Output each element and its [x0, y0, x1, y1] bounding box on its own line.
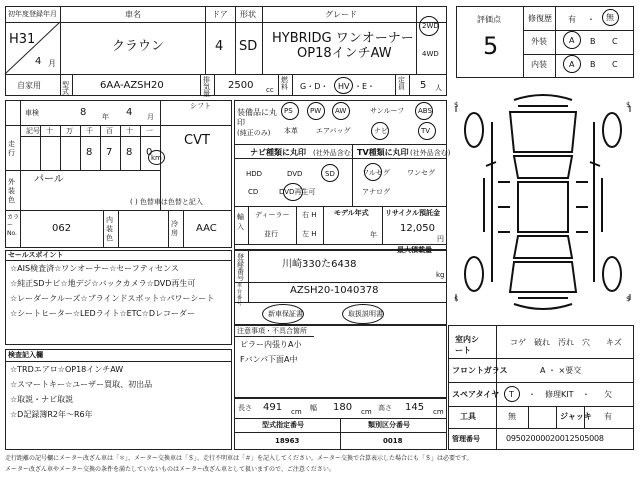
mileage-digit: 0	[146, 147, 153, 158]
exterior-c: C	[612, 37, 618, 46]
fuel-hv: HV	[338, 82, 350, 91]
exterior-a: A	[569, 36, 575, 45]
max-load-unit: kg	[436, 271, 445, 279]
sheet-item: 破れ	[534, 338, 550, 347]
manual: 取扱説明書	[348, 310, 383, 318]
mileage-label: 走行	[8, 140, 15, 157]
equip-item: 本革	[284, 127, 298, 135]
digit-divider	[40, 125, 41, 170]
inspection-month-unit: 月	[147, 113, 154, 121]
equip-item: ナビ	[374, 127, 388, 135]
score-label: 評価点	[477, 15, 501, 24]
type-no: 18963	[275, 437, 300, 445]
width-unit: cm	[361, 408, 372, 416]
digit-divider	[60, 125, 61, 170]
drive-2wd: 2WD	[422, 22, 439, 30]
footer-line-2: メーター改ざん車やメーター交換の条件を満たしていないものはメーター改ざん車として扱いますので、ご注意ください。	[5, 466, 335, 473]
inspection-year: 8	[80, 107, 87, 118]
inspector-line-2: ☆スマートキー☆ユーザー買取、初出品	[10, 380, 153, 389]
sheet-item: キズ	[606, 338, 622, 347]
manage-value: 09502000020012505008	[506, 434, 604, 443]
spare-option: T	[509, 390, 514, 399]
dollar-mark-rl: $	[454, 295, 459, 303]
equip-item: AW	[335, 107, 347, 115]
navi-label: ナビ種類に丸印	[250, 148, 306, 157]
car-outline	[452, 82, 634, 322]
door-label: ドア	[212, 10, 228, 19]
digit-label: 千	[86, 127, 93, 135]
displacement-unit: cc	[266, 86, 274, 94]
width-label: 幅	[310, 404, 317, 412]
spare-t-circle	[504, 386, 520, 402]
navi-sub: (社外品含む)	[313, 149, 354, 157]
equip-item: サンルーフ	[370, 107, 405, 115]
mileage-unit: km	[151, 154, 162, 162]
car-name-label: 車名	[125, 10, 141, 19]
ac-value: AAC	[196, 223, 217, 234]
equip-item: PW	[310, 107, 322, 115]
reg-month-unit: 月	[48, 59, 56, 68]
digit-label: 万	[66, 127, 73, 135]
interior-sheet-label: 室内シート	[455, 335, 479, 355]
sheet-item: コゲ	[510, 338, 526, 347]
mileage-digit: 7	[106, 147, 113, 158]
car-name-value: クラウン	[112, 39, 165, 54]
length-unit: cm	[291, 408, 302, 416]
equip-item: エアバッグ	[316, 127, 351, 135]
repair-label: 修復歴	[528, 14, 552, 23]
equip-item: TV	[421, 127, 431, 135]
tv-fullseg: フルセグ	[362, 169, 390, 177]
height-unit: cm	[433, 408, 444, 416]
color-no-label: カラーNo.	[7, 214, 20, 237]
repair-no: 無	[606, 13, 614, 22]
footer-line-1: 走行距離の記号欄にメーター改ざん車は「＊」、メーター交換車は「＄」、走行不明車は「＃」を記入してください。メーター交換で合算表示した場合にも「＄」は必要です。	[5, 455, 473, 462]
grade-line2: OP18インチAW	[297, 46, 392, 61]
model-value: 6AA-AZSH20	[100, 80, 164, 91]
inspection-month: 4	[126, 107, 133, 118]
digit-label: 十	[46, 127, 53, 135]
shift-value: CVT	[184, 133, 210, 148]
remarks-label: 注意事項・不具合箇所	[237, 327, 307, 335]
digit-divider	[140, 125, 141, 170]
sheet-item: 汚れ	[558, 338, 574, 347]
interior-color-label: 内装色	[106, 216, 113, 242]
recycle-unit: 円	[437, 235, 444, 243]
shape-label: 形状	[240, 10, 256, 19]
color-note: ( ) 色替車は色替と記入	[130, 198, 203, 206]
front-glass-options: A ・ ×要交	[540, 366, 582, 375]
plate-value: 川崎330た6438	[282, 259, 357, 270]
equip-item: ABS	[418, 107, 432, 115]
recycle-value: 12,050	[400, 223, 435, 234]
model-year-label: モデル年式	[334, 209, 369, 217]
manage-label: 管理番号	[452, 435, 480, 443]
length-label: 長さ	[238, 404, 252, 412]
interior-label: 内装	[531, 60, 547, 69]
displacement-label: 排気量	[203, 76, 210, 98]
drive-4wd: 4WD	[422, 50, 439, 58]
tv-label: TV種類に丸印	[357, 148, 409, 157]
mileage-digit: 8	[86, 147, 93, 158]
reg-year-value: H31	[9, 32, 36, 47]
inspection-year-unit: 年	[102, 113, 109, 121]
front-glass-label: フロントガラス	[452, 366, 508, 375]
reg-year-label: 初年度登録年月	[8, 10, 57, 18]
remarks-line-1: ピラー内張りA小	[240, 340, 302, 349]
import-dealer: ディーラー	[255, 211, 290, 219]
fuel-label: 燃料	[281, 76, 288, 91]
shift-label: シフト	[190, 102, 211, 110]
dollar-mark-rr: $	[626, 295, 631, 303]
navi-dvd: DVD	[287, 170, 303, 178]
digit-label: 一	[146, 127, 153, 135]
spare-label: スペアタイヤ	[452, 390, 500, 399]
reg-month-value: 4	[35, 56, 42, 67]
dollar-mark-fl: $	[454, 101, 459, 109]
warranty: 新車保証書	[268, 310, 303, 318]
interior-a: A	[569, 60, 575, 69]
capacity-value: 5	[420, 80, 427, 91]
tv-oneseg: ワンセグ	[407, 169, 435, 177]
digit-label: 十	[126, 127, 133, 135]
inspection-label: 車検	[25, 109, 39, 117]
selling-line-2: ☆純正SDナビ☆地デジ☆バックカメラ☆DVD再生可	[10, 279, 196, 288]
grade-line1: HYBRIDG ワンオーナー	[272, 31, 414, 46]
chassis-value: AZSH20-1040378	[290, 285, 379, 296]
color-value: パール	[34, 174, 64, 185]
digit-label: 百	[106, 127, 113, 135]
dollar-mark-fr: $	[626, 101, 631, 109]
handle-right: 右 H	[302, 211, 317, 219]
spare-option: 欠	[604, 390, 612, 399]
selling-line-1: ☆AIS検査済☆ワンオーナー☆セーフティセンス	[10, 264, 179, 273]
digit-label: 記号	[26, 127, 40, 135]
fuel-rest: ・E・	[354, 82, 376, 91]
type-no-label: 型式指定番号	[262, 421, 304, 429]
digit-divider	[100, 125, 101, 170]
repair-yes: 有	[568, 15, 576, 24]
fuel-options: G・D・	[300, 82, 329, 91]
height-value: 145	[405, 402, 425, 413]
inspector-line-1: ☆TRDエアロ☆OP18インチAW	[10, 365, 124, 374]
import-label: 輸入	[237, 213, 244, 231]
tv-sub: (社外品含む)	[410, 149, 451, 157]
capacity-unit: 人	[435, 84, 442, 92]
remarks-line-2: Fバンパ下面A中	[240, 355, 298, 364]
usage-value: 自家用	[17, 81, 41, 90]
max-load-label: 最大積載量	[397, 246, 432, 254]
capacity-label: 定員	[398, 76, 405, 91]
sheet-item: 穴	[582, 338, 590, 347]
digit-divider	[120, 125, 121, 170]
inspector-label: 検査記入欄	[8, 351, 43, 359]
grade-label: グレード	[325, 10, 357, 19]
plate-label: 登録番号	[237, 253, 244, 282]
selling-line-4: ☆シートヒーター☆LEDライト☆ETC☆Dレコーダー	[10, 309, 196, 318]
navi-sd: SD	[325, 170, 335, 178]
spare-option: ・	[582, 390, 590, 399]
jack-value: 有	[604, 412, 612, 421]
damage-diagram	[452, 82, 634, 322]
doors-value: 4	[215, 39, 224, 54]
interior-b: B	[590, 60, 596, 69]
equipment-label: 装備品に丸印	[237, 108, 277, 127]
jack-label: ジャッキ	[560, 412, 592, 421]
tools-label: 工具	[460, 412, 476, 421]
selling-points-label: セールスポイント	[8, 251, 64, 259]
repair-dot: ・	[587, 15, 595, 24]
mileage-digit: 8	[126, 147, 133, 158]
displacement-value: 2500	[228, 80, 254, 91]
shape-value: SD	[239, 39, 258, 54]
exterior-b: B	[590, 37, 596, 46]
model-label: 型式	[62, 81, 69, 96]
spare-option: ・	[528, 390, 536, 399]
height-label: 高さ	[378, 404, 392, 412]
digit-divider	[80, 125, 81, 170]
class-no-label: 類別区分番号	[368, 421, 410, 429]
ac-label: 冷房	[171, 220, 178, 237]
navi-dvdplay: DVD再生可	[279, 188, 316, 196]
color-no: 062	[52, 223, 72, 234]
equip-item: PS	[284, 107, 293, 115]
equipment-sub: (純正のみ)	[237, 129, 271, 137]
model-year-unit: 年	[370, 231, 377, 239]
color-label: 外装色	[8, 178, 15, 204]
width-value: 180	[333, 402, 353, 413]
inspector-line-4: ☆D記録簿R2年〜R6年	[10, 410, 93, 419]
interior-c: C	[612, 60, 618, 69]
handle-left: 左 H	[302, 230, 317, 238]
tv-analog: アナログ	[362, 188, 390, 196]
score-value: 5	[483, 32, 499, 60]
recycle-label: リサイクル預託金	[385, 209, 441, 217]
tools-value: 無	[508, 412, 516, 421]
length-value: 491	[263, 402, 283, 413]
chassis-label: 車台番号	[237, 283, 243, 307]
selling-line-3: ☆レーダークルーズ☆ブラインドスポット☆パワーシート	[10, 294, 215, 303]
inspector-line-3: ☆取説・ナビ取説	[10, 395, 74, 404]
class-no: 0018	[383, 437, 403, 445]
spare-option: 修理KIT	[545, 390, 574, 399]
navi-cd: CD	[248, 188, 259, 196]
navi-hdd: HDD	[246, 170, 263, 178]
import-parallel: 並行	[264, 230, 278, 238]
exterior-label: 外装	[531, 37, 547, 46]
